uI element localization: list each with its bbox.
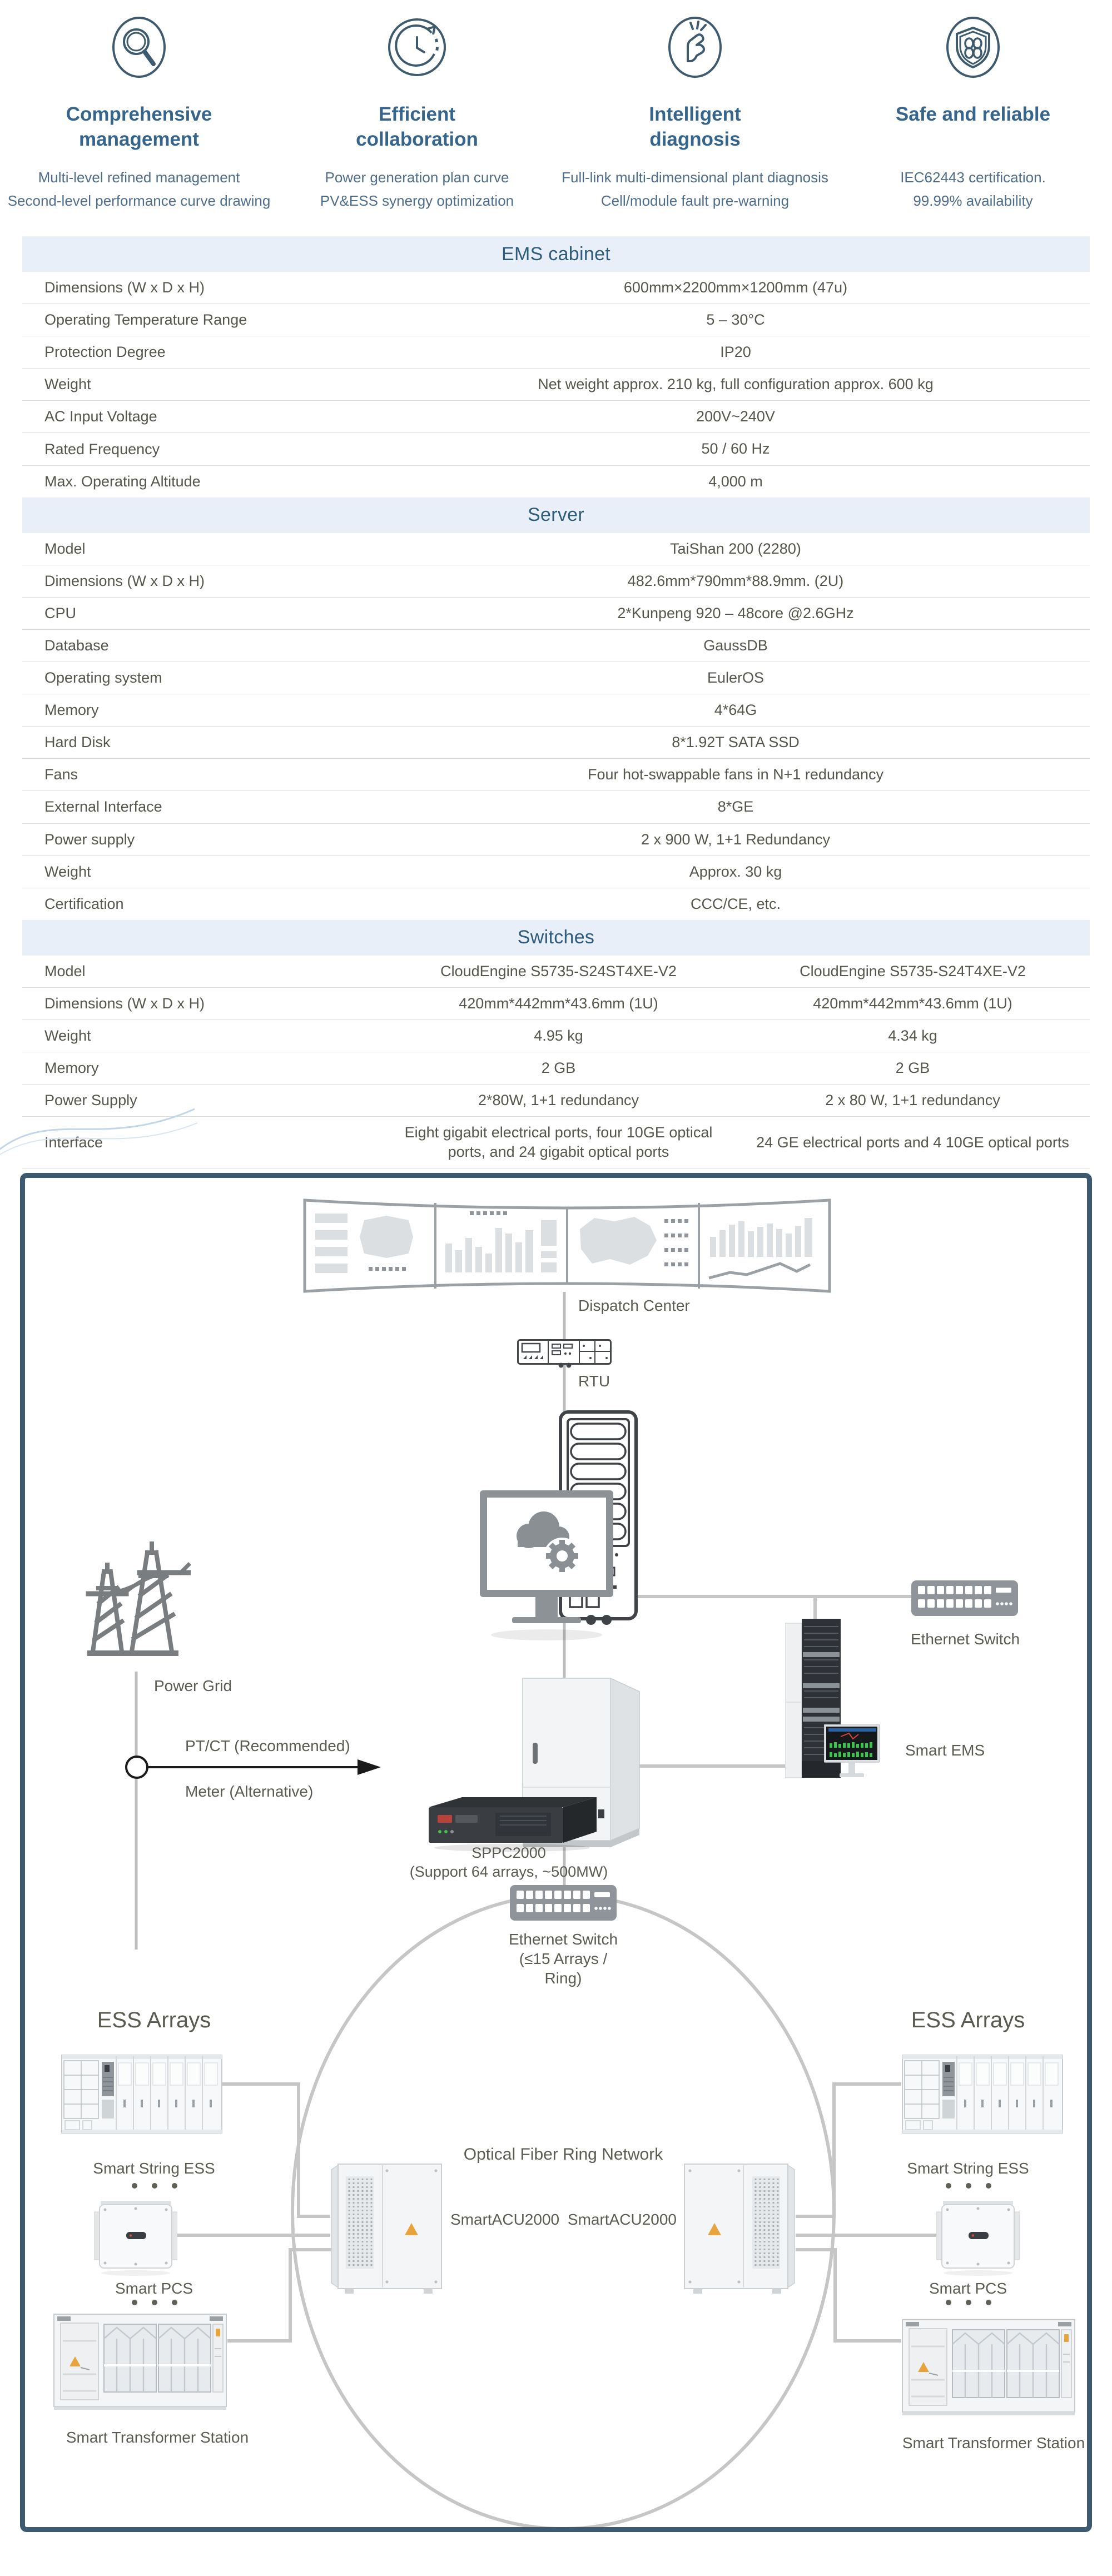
table-row [22,888,1090,920]
smart-string-ess-left-label: Smart String ESS [93,2160,215,2177]
pt-ct-arrowhead [358,1759,381,1775]
smart-string-ess-left-image [61,2048,223,2139]
feature-safe-reliable [834,10,1112,212]
sppc2000-label [386,1844,631,1882]
shield-clover-icon [834,10,1112,83]
spec-label: Memory [44,1060,99,1077]
ring-switch-label-line: (≤15 Arrays / [519,1950,608,1967]
smart-ems-label: Smart EMS [905,1742,985,1759]
spec-label: Dimensions (W x D x H) [44,279,205,296]
spec-value: 4,000 m [708,473,763,490]
spec-value: CloudEngine S5735-S24T4XE-V2 [800,962,1026,979]
table-row [22,1020,1090,1052]
smartacu-right-image [682,2162,797,2295]
table-row [22,758,1090,790]
table-row [22,790,1090,823]
table-ems-cabinet [22,272,1090,498]
ethernet-switch-ring-label [463,1929,663,1988]
table-row [22,694,1090,726]
table-row [22,1052,1090,1084]
system-network-diagram [20,1173,1092,2532]
table-row [22,465,1090,498]
ellipsis-dots [946,2300,991,2305]
spec-label: Certification [44,895,124,912]
smart-pcs-right-label: Smart PCS [929,2280,1007,2297]
table-row [22,533,1090,565]
smartacu-left-image [329,2162,444,2295]
feature-desc-line: Second-level performance curve drawing [7,192,271,210]
monitor-cloud-gear-icon [480,1490,614,1642]
spec-value: GaussDB [703,636,768,654]
feature-title [278,102,556,153]
feature-description [0,166,278,212]
feature-title-line: diagnosis [649,128,741,150]
spec-value: Approx. 30 kg [689,863,782,880]
feature-desc-line: 99.99% availability [913,192,1033,210]
spec-value: 200V~240V [696,408,775,425]
spec-value: 50 / 60 Hz [701,440,770,457]
feature-description [834,166,1112,212]
table-row [22,597,1090,629]
smart-transformer-left-image [53,2310,227,2412]
spec-label: Fans [44,766,78,783]
spec-value: 482.6mm*790mm*88.9mm. (2U) [627,572,844,589]
table-server [22,533,1090,920]
sppc2000-controller-image [429,1796,599,1852]
spec-label: Operating system [44,669,162,687]
smart-string-ess-right-image [901,2048,1064,2139]
table-row [22,726,1090,758]
table-row [22,304,1090,336]
spec-value: CloudEngine S5735-S24ST4XE-V2 [440,962,677,979]
spec-label: Weight [44,376,91,393]
feature-intelligent-diagnosis [556,10,834,212]
snap-finger-icon [556,10,834,83]
table-header-server: Server [22,498,1090,533]
dispatch-center-label: Dispatch Center [578,1297,690,1314]
table-row [22,662,1090,694]
smart-string-ess-right-label: Smart String ESS [907,2160,1029,2177]
spec-value: 4*64G [714,702,757,719]
spec-label: Weight [44,863,91,880]
ellipsis-dots [132,2183,177,2189]
spec-value: Net weight approx. 210 kg, full configuration approx. 600 kg [538,376,934,393]
spec-label: External Interface [44,798,162,815]
spec-label: Operating Temperature Range [44,311,247,329]
grid-tap-node [126,1757,147,1778]
spec-value: TaiShan 200 (2280) [670,540,801,557]
table-row [22,565,1090,597]
feature-title-line: Intelligent [649,103,741,125]
spec-label: Power Supply [44,1092,137,1109]
sppc2000-name: SPPC2000 [471,1844,546,1861]
smart-transformer-right-image [901,2315,1076,2418]
feature-title-line: Efficient [378,103,456,125]
spec-value: 2 x 900 W, 1+1 Redundancy [641,831,830,848]
feature-title-line: Comprehensive [66,103,212,125]
feature-desc-line: IEC62443 certification. [900,169,1046,186]
spec-value: Four hot-swappable fans in N+1 redundancy [587,766,884,783]
spec-value: 420mm*442mm*43.6mm (1U) [813,994,1012,1012]
spec-label: Max. Operating Altitude [44,473,201,490]
ethernet-switch-icon [911,1580,1018,1616]
feature-title-line: collaboration [356,128,478,150]
ellipsis-dots [946,2183,991,2189]
spec-label: Power supply [44,831,135,848]
spec-value: 2 GB [541,1060,576,1077]
feature-desc-line: Full-link multi-dimensional plant diagnosis [562,169,828,186]
feature-highlights [0,10,1112,212]
table-header-ems-cabinet: EMS cabinet [22,236,1090,272]
feature-title-line: Safe and reliable [895,103,1051,125]
spec-label: Protection Degree [44,344,166,361]
dispatch-center-video-wall [303,1193,831,1298]
feature-title [0,102,278,153]
table-row [22,432,1090,465]
spec-value: 2 GB [895,1060,930,1077]
sppc2000-capacity: (Support 64 arrays, ~500MW) [409,1863,608,1880]
spec-tables [22,236,1090,1233]
spec-label: Weight [44,1027,91,1045]
table-row [22,400,1090,432]
optical-ring-label: Optical Fiber Ring Network [463,2145,663,2164]
meter-label: Meter (Alternative) [185,1783,314,1800]
feature-title-line: management [79,128,199,150]
ring-switch-label-line: Ring) [544,1970,582,1987]
spec-value: 2 x 80 W, 1+1 redundancy [825,1092,1000,1109]
feature-efficient-collaboration [278,10,556,212]
spec-value: 2*80W, 1+1 redundancy [478,1092,639,1109]
table-row [22,856,1090,888]
table-row [22,823,1090,856]
ellipsis-dots [132,2300,177,2305]
spec-value: CCC/CE, etc. [690,895,781,912]
clock-cycle-icon [278,10,556,83]
spec-label: Rated Frequency [44,440,160,457]
feature-description [278,166,556,212]
table-row [22,336,1090,368]
spec-label: Memory [44,702,99,719]
feature-comprehensive-management [0,10,278,212]
magnifier-icon [0,10,278,83]
feature-title [834,102,1112,153]
table-row [22,987,1090,1020]
ess-arrays-right-heading: ESS Arrays [911,2008,1025,2032]
smart-transformer-left-label: Smart Transformer Station [66,2429,249,2446]
ess-arrays-left-heading: ESS Arrays [97,2008,211,2032]
smart-pcs-left-image [94,2200,177,2276]
spec-value: 420mm*442mm*43.6mm (1U) [459,994,658,1012]
ring-switch-label-line: Ethernet Switch [508,1931,618,1948]
spec-label: Interface [44,1133,103,1151]
ethernet-switch-ring-icon [510,1885,617,1921]
feature-desc-line: Cell/module fault pre-warning [600,192,790,210]
power-grid-label: Power Grid [154,1677,232,1694]
rtu-icon [517,1339,612,1369]
power-grid-icon [85,1537,191,1657]
feature-title [556,102,834,153]
ethernet-switch-label: Ethernet Switch [910,1630,1020,1648]
smart-pcs-right-image [936,2200,1020,2276]
spec-value: 4.34 kg [888,1027,937,1044]
spec-label: AC Input Voltage [44,408,157,425]
feature-desc-line: PV&ESS synergy optimization [320,192,514,210]
feature-desc-line: Power generation plan curve [325,169,509,186]
spec-label: Dimensions (W x D x H) [44,572,205,589]
table-row [22,629,1090,662]
table-header-switches: Switches [22,920,1090,956]
spec-value: 600mm×2200mm×1200mm (47u) [623,279,848,296]
spec-label: Model [44,540,86,557]
spec-label: Database [44,636,109,654]
table-row [22,368,1090,400]
spec-value: 2*Kunpeng 920 – 48core @2.6GHz [617,604,854,621]
spec-value: 8*1.92T SATA SSD [672,734,800,751]
spec-label: Model [44,962,86,979]
smartacu-left-label: SmartACU2000 [450,2211,560,2228]
spec-value: 8*GE [717,798,754,815]
feature-desc-line: Multi-level refined management [38,169,240,186]
spec-value: 4.95 kg [534,1027,583,1044]
smart-ems-monitor-image [824,1724,881,1784]
feature-description [556,166,834,212]
smart-pcs-left-label: Smart PCS [115,2280,193,2297]
pt-ct-label: PT/CT (Recommended) [185,1737,350,1754]
spec-label: Hard Disk [44,734,111,751]
smartacu-right-label: SmartACU2000 [567,2211,677,2228]
table-row [22,956,1090,987]
spec-label: CPU [44,604,77,621]
spec-value: 24 GE electrical ports and 4 10GE optical ports [756,1133,1069,1151]
spec-label: Dimensions (W x D x H) [44,994,205,1012]
spec-value: 5 – 30°C [706,311,765,329]
spec-value: Eight gigabit electrical ports, four 10GE optical ports, and 24 gigabit optical ports [404,1124,713,1161]
smart-transformer-right-label: Smart Transformer Station [902,2434,1085,2451]
spec-value: IP20 [720,344,751,361]
rtu-label: RTU [578,1372,610,1390]
table-row [22,272,1090,304]
spec-value: EulerOS [707,669,765,687]
decorative-swoosh [0,1098,200,1159]
